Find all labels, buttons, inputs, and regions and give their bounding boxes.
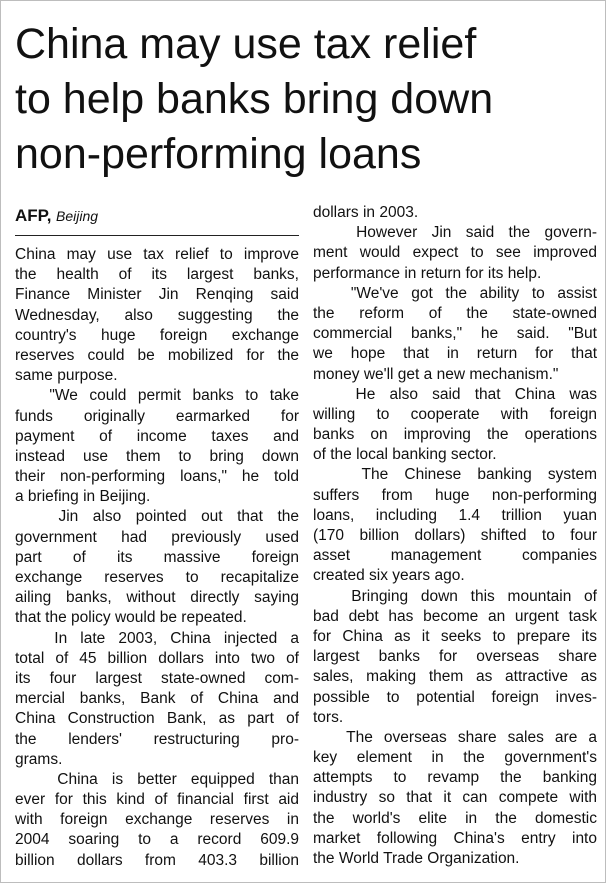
body-text-line: He also said that China was: [313, 385, 597, 403]
body-text-line: key element in the government's: [313, 749, 597, 767]
body-text-line: In late 2003, China injected a: [15, 629, 299, 647]
body-text-line: a briefing in Beijing.: [15, 488, 151, 506]
byline-place: Beijing: [56, 208, 99, 224]
body-text-line: willing to cooperate with foreign: [313, 405, 597, 423]
body-text-line: possible to potential foreign inves-: [313, 688, 597, 706]
body-text-line: ailing banks, without directly saying: [15, 589, 299, 607]
body-text-line: its four largest state-owned com-: [15, 669, 299, 687]
body-text-line: mercial banks, Bank of China and: [15, 690, 299, 708]
body-text-line: created six years ago.: [313, 567, 465, 585]
body-text-line: with foreign exchange reserves in: [15, 811, 299, 829]
body-text-line: Finance Minister Jin Renqing said: [15, 286, 299, 304]
body-text-line: The overseas share sales are a: [313, 728, 597, 746]
body-text-line: market following China's entry into: [313, 829, 597, 847]
headline-line: China may use tax relief: [15, 20, 477, 68]
body-text-line: bad debt has become an urgent task: [313, 607, 597, 625]
body-text-line: reserves could be mobilized for the: [15, 346, 299, 364]
body-text-line: 2004 soaring to a record 609.9: [15, 831, 299, 849]
body-text-line: banks on improving the operations: [313, 426, 597, 444]
byline-agency: AFP,: [15, 206, 52, 225]
body-text-line: money we'll get a new mechanism.": [313, 365, 559, 383]
body-text-line: part of its massive foreign: [15, 548, 299, 566]
body-text-line: The Chinese banking system: [313, 466, 597, 484]
body-text-line: the reform of the state-owned: [313, 304, 597, 322]
body-text-line: China Construction Bank, as part of: [15, 710, 299, 728]
body-text-line: ever for this kind of financial first aid: [15, 791, 299, 809]
article-column-left: [15, 245, 299, 871]
body-text-line: instead use them to bring down: [15, 447, 299, 465]
body-text-line: of the local banking sector.: [313, 446, 497, 464]
body-text-line: country's huge foreign exchange: [15, 326, 299, 344]
body-text-line: payment of income taxes and: [15, 427, 299, 445]
body-text-line: "We've got the ability to assist: [313, 284, 597, 302]
body-text-line: (170 billion dollars) shifted to four: [313, 527, 597, 544]
body-text-line: same purpose.: [15, 367, 118, 385]
body-text-line: for China as it seeks to prepare its: [313, 627, 597, 645]
body-text-line: the World Trade Organization.: [313, 850, 520, 867]
body-text-line: we hope that in return for that: [313, 345, 597, 363]
body-text-line: China is better equipped than: [15, 770, 299, 788]
body-text-line: billion dollars from 403.3 billion: [15, 851, 299, 869]
body-text-line: their non-performing loans," he told: [15, 468, 299, 486]
body-text-line: the health of its largest banks,: [15, 266, 299, 284]
body-text-line: Bringing down this mountain of: [313, 587, 597, 605]
body-text-line: However Jin said the govern-: [313, 224, 597, 242]
body-text-line: attempts to revamp the banking: [313, 769, 597, 787]
body-text-line: the world's elite in the domestic: [313, 809, 597, 827]
body-text-line: tors.: [313, 708, 344, 726]
body-text-line: sales, making them as attractive as: [313, 668, 597, 686]
body-text-line: loans, including 1.4 trillion yuan: [313, 506, 597, 524]
body-text-line: performance in return for its help.: [313, 264, 542, 282]
body-text-line: largest banks for overseas share: [313, 648, 597, 666]
body-text-line: exchange reserves to recapitalize: [15, 569, 299, 586]
body-text-line: ment would expect to see improved: [313, 244, 597, 262]
byline-divider: [15, 235, 299, 236]
article-column-right: [313, 203, 597, 869]
body-text-line: "We could permit banks to take: [15, 387, 299, 405]
body-text-line: dollars in 2003.: [313, 204, 419, 221]
body-text-line: government had previously used: [15, 528, 299, 546]
body-text-line: industry so that it can compete with: [313, 789, 597, 807]
article-headline: [15, 17, 595, 182]
body-text-line: Jin also pointed out that the: [15, 508, 299, 526]
body-text-line: suffers from huge non-performing: [313, 486, 597, 504]
body-text-line: that the policy would be repeated.: [15, 609, 247, 627]
body-text-line: asset management companies: [313, 547, 597, 565]
body-text-line: total of 45 billion dollars into two of: [15, 649, 299, 667]
body-text-line: grams.: [15, 750, 63, 768]
headline-line: non-performing loans: [15, 130, 422, 178]
headline-line: to help banks bring down: [15, 75, 494, 123]
body-text-line: funds originally earmarked for: [15, 407, 299, 425]
body-text-line: China may use tax relief to improve: [15, 246, 299, 263]
body-text-line: commercial banks," he said. "But: [313, 325, 597, 343]
byline: [15, 206, 98, 227]
body-text-line: Wednesday, also suggesting the: [15, 306, 299, 324]
body-text-line: the lenders' restructuring pro-: [15, 730, 299, 748]
